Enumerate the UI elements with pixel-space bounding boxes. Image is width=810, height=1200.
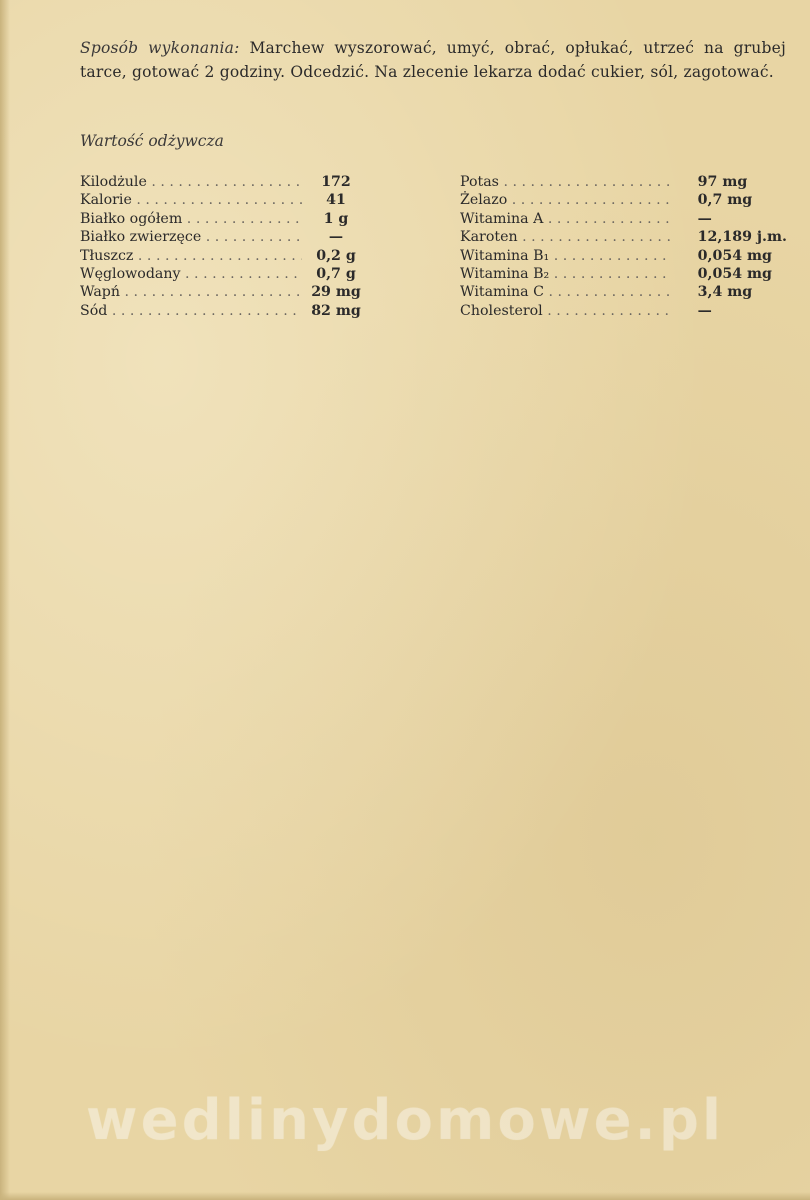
nutrient-row bbox=[460, 173, 790, 191]
method-text: Marchew wyszorować, umyć, obrać, opłukać, utrzeć na grubej tarce, gotować 2 godziny. Odcedzić. Na zlecenie lekarza dodać cukier, sól, zagotować. bbox=[80, 39, 786, 81]
nutrient-value: 0,7 mg bbox=[697, 192, 753, 209]
nutrient-value: 29 mg bbox=[311, 284, 361, 301]
nutrient-name: Białko ogółem . . . bbox=[80, 210, 302, 228]
nutrition-column-left bbox=[80, 173, 370, 320]
nutrient-row bbox=[80, 210, 370, 228]
nutrient-name: Witamina C . . . bbox=[460, 283, 670, 301]
nutrient-name: Sód . . . bbox=[80, 302, 302, 320]
nutrient-value: 172 bbox=[321, 174, 351, 190]
nutrient-row bbox=[80, 265, 370, 283]
nutrient-value: 12,189 j.m. bbox=[697, 229, 787, 246]
nutrient-name: Żelazo . . . bbox=[460, 191, 670, 209]
nutrient-name: Wapń . . . bbox=[80, 283, 302, 301]
nutrient-value: 3,4 mg bbox=[697, 284, 753, 301]
nutrient-value: 0,054 mg bbox=[697, 265, 772, 282]
nutrient-row bbox=[460, 191, 790, 209]
nutrient-value: 0,7 g bbox=[316, 265, 356, 282]
nutrient-value: — bbox=[697, 302, 712, 319]
preparation-method bbox=[80, 36, 786, 84]
nutrient-name: Białko zwierzęce . . . bbox=[80, 228, 302, 246]
nutrient-row bbox=[80, 173, 370, 191]
nutrient-row bbox=[80, 191, 370, 209]
nutrient-row bbox=[460, 283, 790, 301]
site-watermark: wedlinydomowe.pl bbox=[85, 1088, 725, 1153]
nutrient-row bbox=[460, 228, 790, 246]
nutrient-name: Cholesterol . . . bbox=[460, 302, 670, 320]
nutrient-row bbox=[460, 210, 790, 228]
nutrient-name: Kalorie . . . bbox=[80, 191, 302, 209]
nutrition-column-right bbox=[460, 173, 790, 320]
nutrient-name: Witamina B₁ . . . bbox=[460, 247, 670, 265]
page-edge-shadow bbox=[0, 0, 10, 1200]
method-label: Sposób wykonania: bbox=[80, 39, 240, 57]
nutrient-row bbox=[460, 302, 790, 320]
nutrient-name: Karoten . . . bbox=[460, 228, 670, 246]
nutrient-name: Witamina B₂ . . . bbox=[460, 265, 670, 283]
nutrient-value: 0,054 mg bbox=[697, 247, 772, 264]
nutrient-name: Potas . . . bbox=[460, 173, 670, 191]
nutrient-row bbox=[460, 265, 790, 283]
nutrient-row bbox=[80, 302, 370, 320]
nutrient-row bbox=[80, 247, 370, 265]
nutrition-title: Wartość odżywcza bbox=[80, 132, 224, 150]
nutrient-value: 0,2 g bbox=[316, 247, 356, 264]
nutrient-name: Węglowodany . . . bbox=[80, 265, 302, 283]
nutrient-name: Kilodżule . . . bbox=[80, 173, 302, 191]
nutrient-value: — bbox=[328, 229, 344, 246]
nutrient-name: Tłuszcz . . . bbox=[80, 247, 302, 265]
nutrient-name: Witamina A . . . bbox=[460, 210, 670, 228]
nutrient-value: 82 mg bbox=[311, 302, 361, 319]
nutrient-value: 41 bbox=[326, 192, 346, 209]
nutrient-row bbox=[80, 283, 370, 301]
page-bottom-edge bbox=[0, 1192, 810, 1200]
nutrient-value: — bbox=[697, 210, 712, 227]
nutrient-row bbox=[460, 247, 790, 265]
nutrient-value: 97 mg bbox=[697, 174, 748, 190]
nutrient-row bbox=[80, 228, 370, 246]
nutrient-value: 1 g bbox=[323, 210, 349, 227]
